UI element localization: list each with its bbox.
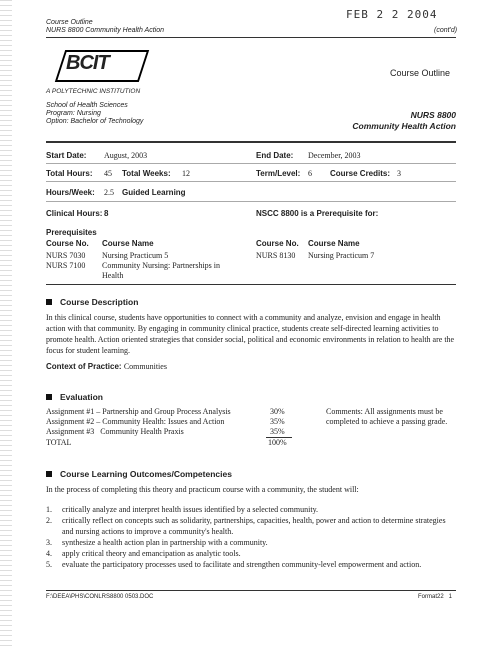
eval-pct-3: 35% xyxy=(270,427,285,436)
bcit-logo: BCIT xyxy=(66,52,109,74)
outcome-item-2: critically reflect on concepts such as solidarity, partnerships, capacities, health, power and action to determine strategies and nursing actions to improve a community's health. xyxy=(62,516,446,536)
prereq-left-no-1: NURS 7030 xyxy=(46,251,86,260)
eval-pct-1: 30% xyxy=(270,407,285,416)
eval-item-3: Assignment #3 Community Health Praxis xyxy=(46,427,184,436)
eval-item-1: Assignment #1 – Partnership and Group Process Analysis xyxy=(46,407,231,416)
total-weeks-label: Total Weeks: xyxy=(122,169,171,178)
outcome-item-1: critically analyze and interpret health issues identified by a selected community. xyxy=(62,505,319,514)
clinical-hours-value: 8 xyxy=(104,209,109,218)
logo-tagline: A POLYTECHNIC INSTITUTION xyxy=(46,88,141,95)
prereq-right-no-1: NURS 8130 xyxy=(256,251,296,260)
prereq-rule xyxy=(46,284,456,285)
prereq-col-no-right: Course No. xyxy=(256,239,299,248)
outcome-num-4: 4. xyxy=(46,549,52,558)
eval-total-label: TOTAL xyxy=(46,438,72,447)
outcomes-heading xyxy=(46,469,232,479)
prereq-left-no-2: NURS 7100 xyxy=(46,261,86,270)
header-page-ref: (cont'd) xyxy=(434,27,458,34)
eval-total-value: 100% xyxy=(268,438,287,447)
description-heading-text: Course Description xyxy=(60,297,139,307)
context-value: Communities xyxy=(123,362,167,371)
context-label: Context of Practice: xyxy=(46,362,122,371)
hours-week-type: Guided Learning xyxy=(122,188,186,197)
outcome-num-1: 1. xyxy=(46,505,52,514)
outcome-num-5: 5. xyxy=(46,560,52,569)
end-date-label: End Date: xyxy=(256,151,294,160)
evaluation-heading xyxy=(46,392,103,402)
outcome-num-2: 2. xyxy=(46,516,52,525)
outcome-item-4: apply critical theory and emancipation as analytic tools. xyxy=(62,549,241,558)
credits-label: Course Credits: xyxy=(330,169,391,178)
evaluation-heading-text: Evaluation xyxy=(60,392,103,402)
description-text: In this clinical course, students have opportunities to connect with a community and analyze, envision and engage in health action with that community. By engaging in community clinical practice, students create self-directed learning activities to promote health. Action oriented strategies that consider social, political and economic environments in relation to health are the focus for student learning. xyxy=(46,313,455,355)
title-rule xyxy=(46,141,456,143)
received-stamp: FEB 2 2 2004 xyxy=(346,8,438,21)
eval-comments: Comments: All assignments must be completed to achieve a passing grade. xyxy=(326,407,448,426)
hours-week-value: 2.5 xyxy=(104,188,114,197)
clinical-hours-label: Clinical Hours: xyxy=(46,209,103,218)
details-rule-1 xyxy=(46,163,456,164)
prereq-left-name-2: Community Nursing: Partnerships in Health xyxy=(102,261,220,280)
bullet-square-icon xyxy=(46,471,52,477)
prereq-col-name-right: Course Name xyxy=(308,239,360,248)
program-name: Program: Nursing xyxy=(46,110,101,117)
details-rule-2 xyxy=(46,181,456,182)
context-row xyxy=(46,362,167,371)
credits-value: 3 xyxy=(397,169,401,178)
outcomes-intro: In the process of completing this theory and practicum course with a community, the student will: xyxy=(46,485,359,494)
start-date-label: Start Date: xyxy=(46,151,87,160)
eval-item-2: Assignment #2 – Community Health: Issues and Action xyxy=(46,417,225,426)
header-rule xyxy=(46,37,456,38)
bullet-square-icon xyxy=(46,299,52,305)
bullet-square-icon xyxy=(46,394,52,400)
outcome-item-5: evaluate the participatory processes used to facilitate and strengthen community-level empowerment and action. xyxy=(62,560,422,569)
outcome-num-3: 3. xyxy=(46,538,52,547)
total-hours-label: Total Hours: xyxy=(46,169,93,178)
header-doc-type: Course Outline xyxy=(46,19,93,26)
total-weeks-value: 12 xyxy=(182,169,190,178)
prereq-right-name-1: Nursing Practicum 7 xyxy=(308,251,375,260)
outcomes-heading-text: Course Learning Outcomes/Competencies xyxy=(60,469,232,479)
course-code: NURS 8800 xyxy=(410,110,456,120)
outcome-item-3: synthesize a health action plan in partnership with a community. xyxy=(62,538,268,547)
prereq-col-name-left: Course Name xyxy=(102,239,154,248)
total-hours-value: 45 xyxy=(104,169,112,178)
description-heading xyxy=(46,297,138,307)
hours-week-label: Hours/Week: xyxy=(46,188,95,197)
footer-rule xyxy=(46,590,456,591)
option-name: Option: Bachelor of Technology xyxy=(46,118,144,125)
school-name: School of Health Sciences xyxy=(46,102,128,109)
details-rule-3 xyxy=(46,201,456,202)
eval-pct-2: 35% xyxy=(270,417,285,426)
course-title: Community Health Action xyxy=(352,121,456,131)
header-course-ref: NURS 8800 Community Health Action xyxy=(46,27,165,34)
prereq-col-no-left: Course No. xyxy=(46,239,89,248)
prereq-for-label: NSCC 8800 is a Prerequisite for: xyxy=(256,209,379,218)
term-label: Term/Level: xyxy=(256,169,301,178)
doc-label: Course Outline xyxy=(390,68,451,78)
scan-edge-noise xyxy=(0,0,12,646)
footer-form: Format22 1 xyxy=(418,594,453,600)
prereq-left-name-1: Nursing Practicum 5 xyxy=(102,251,169,260)
footer-file: F:\DEEA\PHS\CONLRS8800 0503.DOC xyxy=(46,594,154,600)
end-date-value: December, 2003 xyxy=(308,151,361,160)
start-date-value: August, 2003 xyxy=(104,151,148,160)
prereq-heading: Prerequisites xyxy=(46,228,97,237)
term-value: 6 xyxy=(308,169,312,178)
